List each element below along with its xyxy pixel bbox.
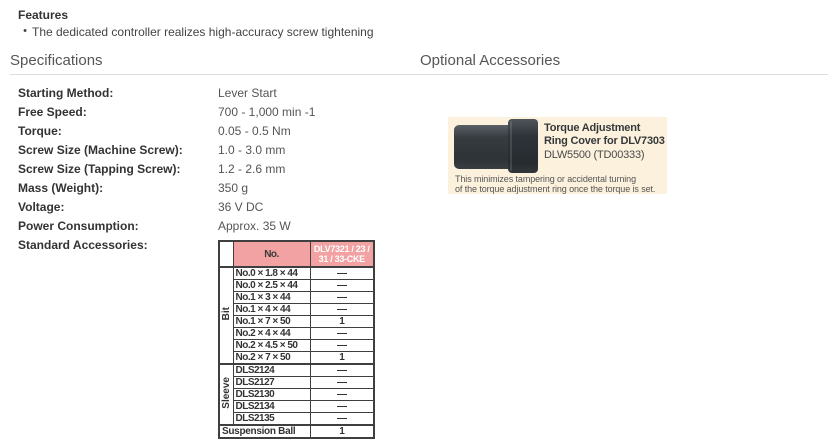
spec-value: 1.0 - 3.0 mm	[218, 143, 286, 157]
feature-text: The dedicated controller realizes high-accuracy screw tightening	[32, 25, 374, 39]
table-row	[219, 280, 374, 292]
sleeve-qty: —	[310, 389, 374, 401]
table-corner-cell	[219, 241, 233, 267]
table-row	[219, 267, 374, 280]
sleeve-qty: —	[310, 413, 374, 426]
table-row	[219, 389, 374, 401]
table-header-row	[219, 241, 374, 267]
card-caption-line2: of the torque adjustment ring once the torque is set.	[455, 184, 656, 194]
group-label-sleeve: Sleeve	[219, 364, 233, 425]
table-row	[219, 377, 374, 389]
specifications-list	[18, 84, 418, 255]
group-label-bit: Bit	[219, 267, 233, 364]
spec-value: 0.05 - 0.5 Nm	[218, 124, 291, 138]
spec-value: Lever Start	[218, 86, 277, 100]
table-row	[219, 316, 374, 328]
spec-value: 36 V DC	[218, 200, 264, 214]
model-header-line2: 31 / 33-CKE	[318, 254, 365, 264]
card-model-number: DLW5500 (TD00333)	[544, 149, 645, 161]
table-footer-row	[219, 425, 374, 438]
section-header-row	[10, 52, 828, 75]
spec-label: Mass (Weight):	[18, 181, 104, 195]
column-header-model	[310, 241, 374, 267]
features-heading: Features	[18, 8, 69, 22]
spec-row-screw-size-tapping	[18, 160, 418, 179]
bit-qty: —	[310, 267, 374, 280]
sleeve-no: DLS2124	[233, 364, 310, 377]
bit-no: No.2 × 7 × 50	[233, 352, 310, 365]
column-header-no: No.	[233, 241, 310, 267]
table-row	[219, 328, 374, 340]
sleeve-no: DLS2130	[233, 389, 310, 401]
bit-qty: —	[310, 340, 374, 352]
bit-qty: 1	[310, 352, 374, 365]
spec-label: Power Consumption:	[18, 219, 139, 233]
spec-label: Free Speed:	[18, 105, 87, 119]
standard-accessories-table	[218, 240, 375, 439]
suspension-ball-qty: 1	[310, 425, 374, 438]
bullet-icon: •	[23, 25, 27, 37]
spec-label: Standard Accessories:	[18, 238, 148, 252]
bit-qty: —	[310, 280, 374, 292]
spec-row-voltage	[18, 198, 418, 217]
sleeve-qty: —	[310, 364, 374, 377]
card-title-line2: Ring Cover for DLV7303	[544, 135, 665, 147]
table-row	[219, 352, 374, 365]
bit-no: No.0 × 1.8 × 44	[233, 267, 310, 280]
spec-label: Voltage:	[18, 200, 65, 214]
bit-no: No.1 × 7 × 50	[233, 316, 310, 328]
sleeve-qty: —	[310, 377, 374, 389]
ring-cover-ring	[508, 119, 538, 173]
feature-list-item	[18, 25, 374, 39]
table-row	[219, 292, 374, 304]
card-title-line1: Torque Adjustment	[544, 122, 641, 134]
spec-row-torque	[18, 122, 418, 141]
bit-qty: 1	[310, 316, 374, 328]
spec-value: Approx. 35 W	[218, 219, 291, 233]
spec-label: Starting Method:	[18, 86, 114, 100]
optional-accessory-card	[448, 117, 667, 194]
bit-no: No.2 × 4 × 44	[233, 328, 310, 340]
features-section	[18, 8, 374, 39]
sleeve-qty: —	[310, 401, 374, 413]
table-row	[219, 304, 374, 316]
spec-label: Screw Size (Machine Screw):	[18, 143, 183, 157]
suspension-ball-label: Suspension Ball	[219, 425, 310, 438]
spec-row-mass	[18, 179, 418, 198]
spec-row-free-speed	[18, 103, 418, 122]
spec-value: 1.2 - 2.6 mm	[218, 162, 286, 176]
bit-qty: —	[310, 328, 374, 340]
card-text-block	[544, 122, 665, 162]
bit-no: No.1 × 4 × 44	[233, 304, 310, 316]
bit-no: No.2 × 4.5 × 50	[233, 340, 310, 352]
sleeve-no: DLS2127	[233, 377, 310, 389]
bit-qty: —	[310, 292, 374, 304]
specifications-heading: Specifications	[10, 52, 103, 69]
card-caption-line1: This minimizes tampering or accidental turning	[455, 174, 636, 184]
card-caption	[455, 174, 655, 194]
optional-accessories-heading: Optional Accessories	[420, 52, 561, 69]
bit-no: No.0 × 2.5 × 44	[233, 280, 310, 292]
spec-row-power-consumption	[18, 217, 418, 236]
table-row	[219, 413, 374, 426]
spec-label: Torque:	[18, 124, 62, 138]
bit-qty: —	[310, 304, 374, 316]
spec-value: 700 - 1,000 min -1	[218, 105, 316, 119]
spec-row-starting-method	[18, 84, 418, 103]
table-row	[219, 364, 374, 377]
spec-value: 350 g	[218, 181, 249, 195]
spec-label: Screw Size (Tapping Screw):	[18, 162, 181, 176]
ring-cover-body	[454, 125, 512, 169]
torque-ring-cover-photo	[452, 119, 538, 173]
table-row	[219, 340, 374, 352]
sleeve-no: DLS2135	[233, 413, 310, 426]
spec-row-screw-size-machine	[18, 141, 418, 160]
model-header-line1: DLV7321 / 23 /	[313, 244, 370, 254]
table-row	[219, 401, 374, 413]
sleeve-no: DLS2134	[233, 401, 310, 413]
bit-no: No.1 × 3 × 44	[233, 292, 310, 304]
